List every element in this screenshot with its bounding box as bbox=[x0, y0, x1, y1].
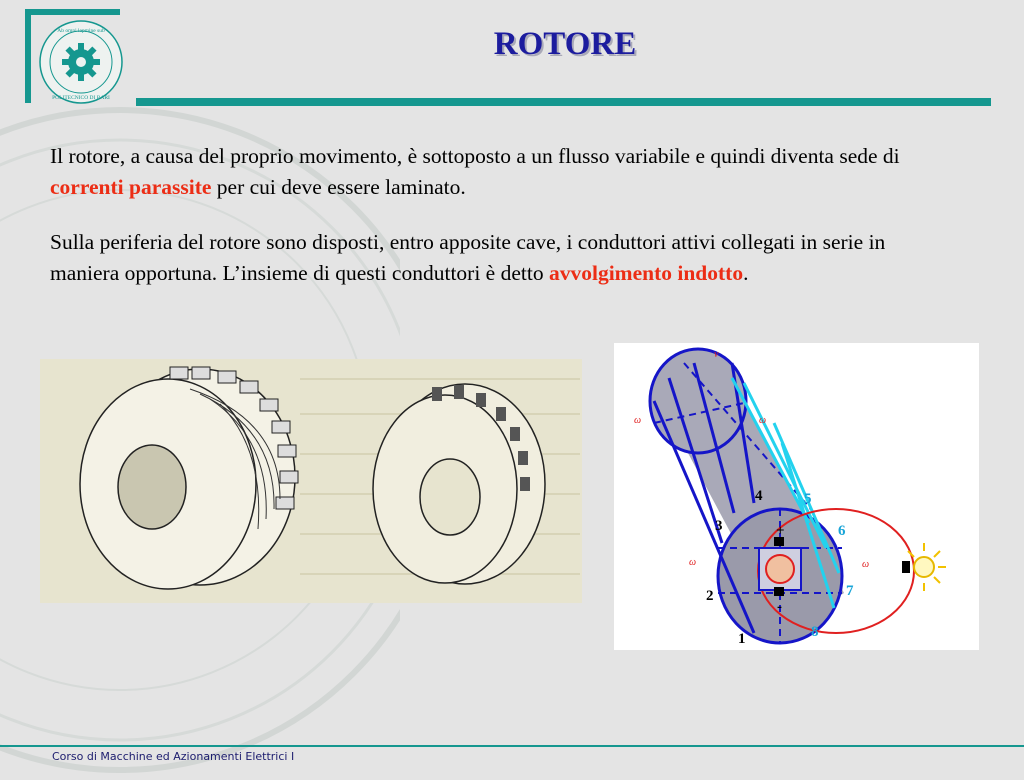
lamp-icon bbox=[902, 543, 946, 591]
paragraph-text: Sulla periferia del rotore sono disposti, entro apposite cave, i conduttori attivi collegati in serie in maniera opportuna. L’insieme di questi conduttori è detto bbox=[50, 230, 886, 285]
paragraph-winding bbox=[50, 227, 950, 289]
highlight-correnti-parassite: correnti parassite bbox=[50, 175, 212, 199]
conductor-label-8: 8 bbox=[811, 624, 819, 640]
rotor-laminations-image bbox=[40, 359, 582, 603]
velocity-label: v bbox=[714, 349, 719, 360]
conductor-label-3: 3 bbox=[715, 518, 723, 534]
paragraph-text: per cui deve essere laminato. bbox=[211, 175, 466, 199]
footer-course-title: Corso di Macchine ed Azionamenti Elettrici I bbox=[52, 750, 295, 763]
plus-sign: + bbox=[776, 523, 785, 539]
rotor-winding-diagram bbox=[614, 343, 979, 650]
conductor-label-7: 7 bbox=[846, 583, 854, 599]
header-rule bbox=[136, 98, 991, 106]
footer-rule bbox=[0, 745, 1024, 747]
page-title: ROTORE bbox=[493, 26, 637, 62]
omega-label: ω bbox=[689, 557, 697, 568]
paragraph-laminated-rotor bbox=[50, 141, 950, 203]
conductor-label-4: 4 bbox=[755, 488, 763, 504]
logo-top-text: Ab omni lapmine sub bbox=[57, 28, 105, 34]
logo-bottom-text: POLITECNICO DI BARI bbox=[52, 95, 110, 101]
conductor-label-5: 5 bbox=[804, 491, 812, 507]
conductor-label-2: 2 bbox=[706, 588, 714, 604]
paragraph-text: . bbox=[743, 261, 749, 285]
omega-label: ω bbox=[759, 415, 767, 426]
minus-sign: - bbox=[777, 599, 782, 615]
header-bracket-horizontal bbox=[25, 9, 120, 15]
conductor-label-1: 1 bbox=[738, 631, 746, 647]
highlight-avvolgimento-indotto: avvolgimento indotto bbox=[548, 261, 744, 285]
commutator-ring bbox=[766, 555, 794, 583]
brush-minus bbox=[774, 587, 784, 596]
omega-label: ω bbox=[862, 559, 870, 570]
paragraph-text: Il rotore, a causa del proprio movimento, è sottoposto a un flusso variabile e quindi diventa sede di bbox=[50, 144, 900, 168]
omega-label: ω bbox=[634, 415, 642, 426]
conductor-label-6: 6 bbox=[838, 523, 846, 539]
